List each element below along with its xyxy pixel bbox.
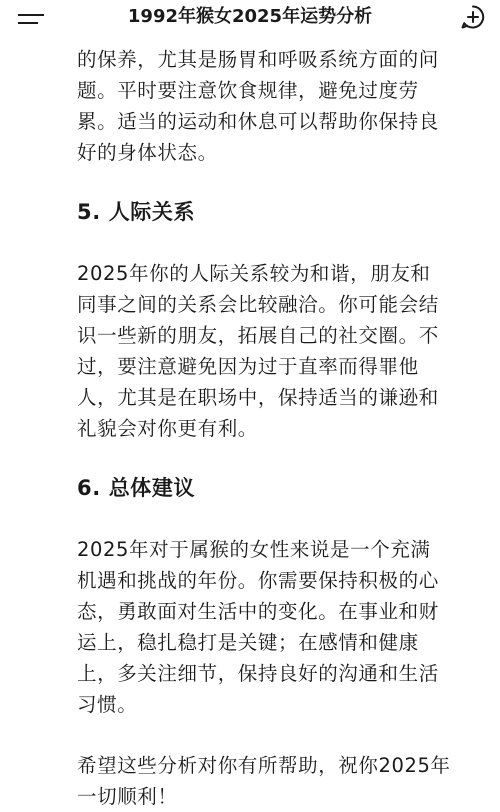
top-bar — [0, 0, 500, 36]
closing-paragraph: 希望这些分析对你有所帮助，祝你2025年 一切顺利！ — [77, 754, 451, 808]
menu-line — [18, 22, 38, 24]
plus-circle-icon[interactable] — [460, 4, 486, 30]
section-heading-advice: 6. 总体建议 — [77, 476, 196, 500]
article-content — [77, 44, 477, 812]
menu-line — [18, 14, 44, 16]
hamburger-menu-icon[interactable] — [18, 8, 44, 28]
section-body-advice: 2025年对于属猴的女性来说是一个充满 机遇和挑战的年份。你需要保持积极的心 态，勇敢面对生活中的变化。在事业和财 运上，稳扎稳打是关键；在感情和健康 上，多关注细节，保持良好的沟通和生活 习惯。 — [77, 538, 439, 716]
section-heading-relationships: 5. 人际关系 — [77, 200, 196, 224]
intro-paragraph: 的保养，尤其是肠胃和呼吸系统方面的问 题。平时要注意饮食规律，避免过度劳 累。适当的运动和休息可以帮助你保持良 好的身体状态。 — [77, 48, 439, 164]
section-body-relationships: 2025年你的人际关系较为和谐，朋友和 同事之间的关系会比较融洽。你可能会结 识一些新的朋友，拓展自己的社交圈。不 过，要注意避免因为过于直率而得罪他 人，尤其是在职场中，保持适当的谦逊和 礼貌会对你更有利。 — [77, 262, 439, 440]
page-title: 1992年猴女2025年运势分析 — [127, 6, 373, 27]
